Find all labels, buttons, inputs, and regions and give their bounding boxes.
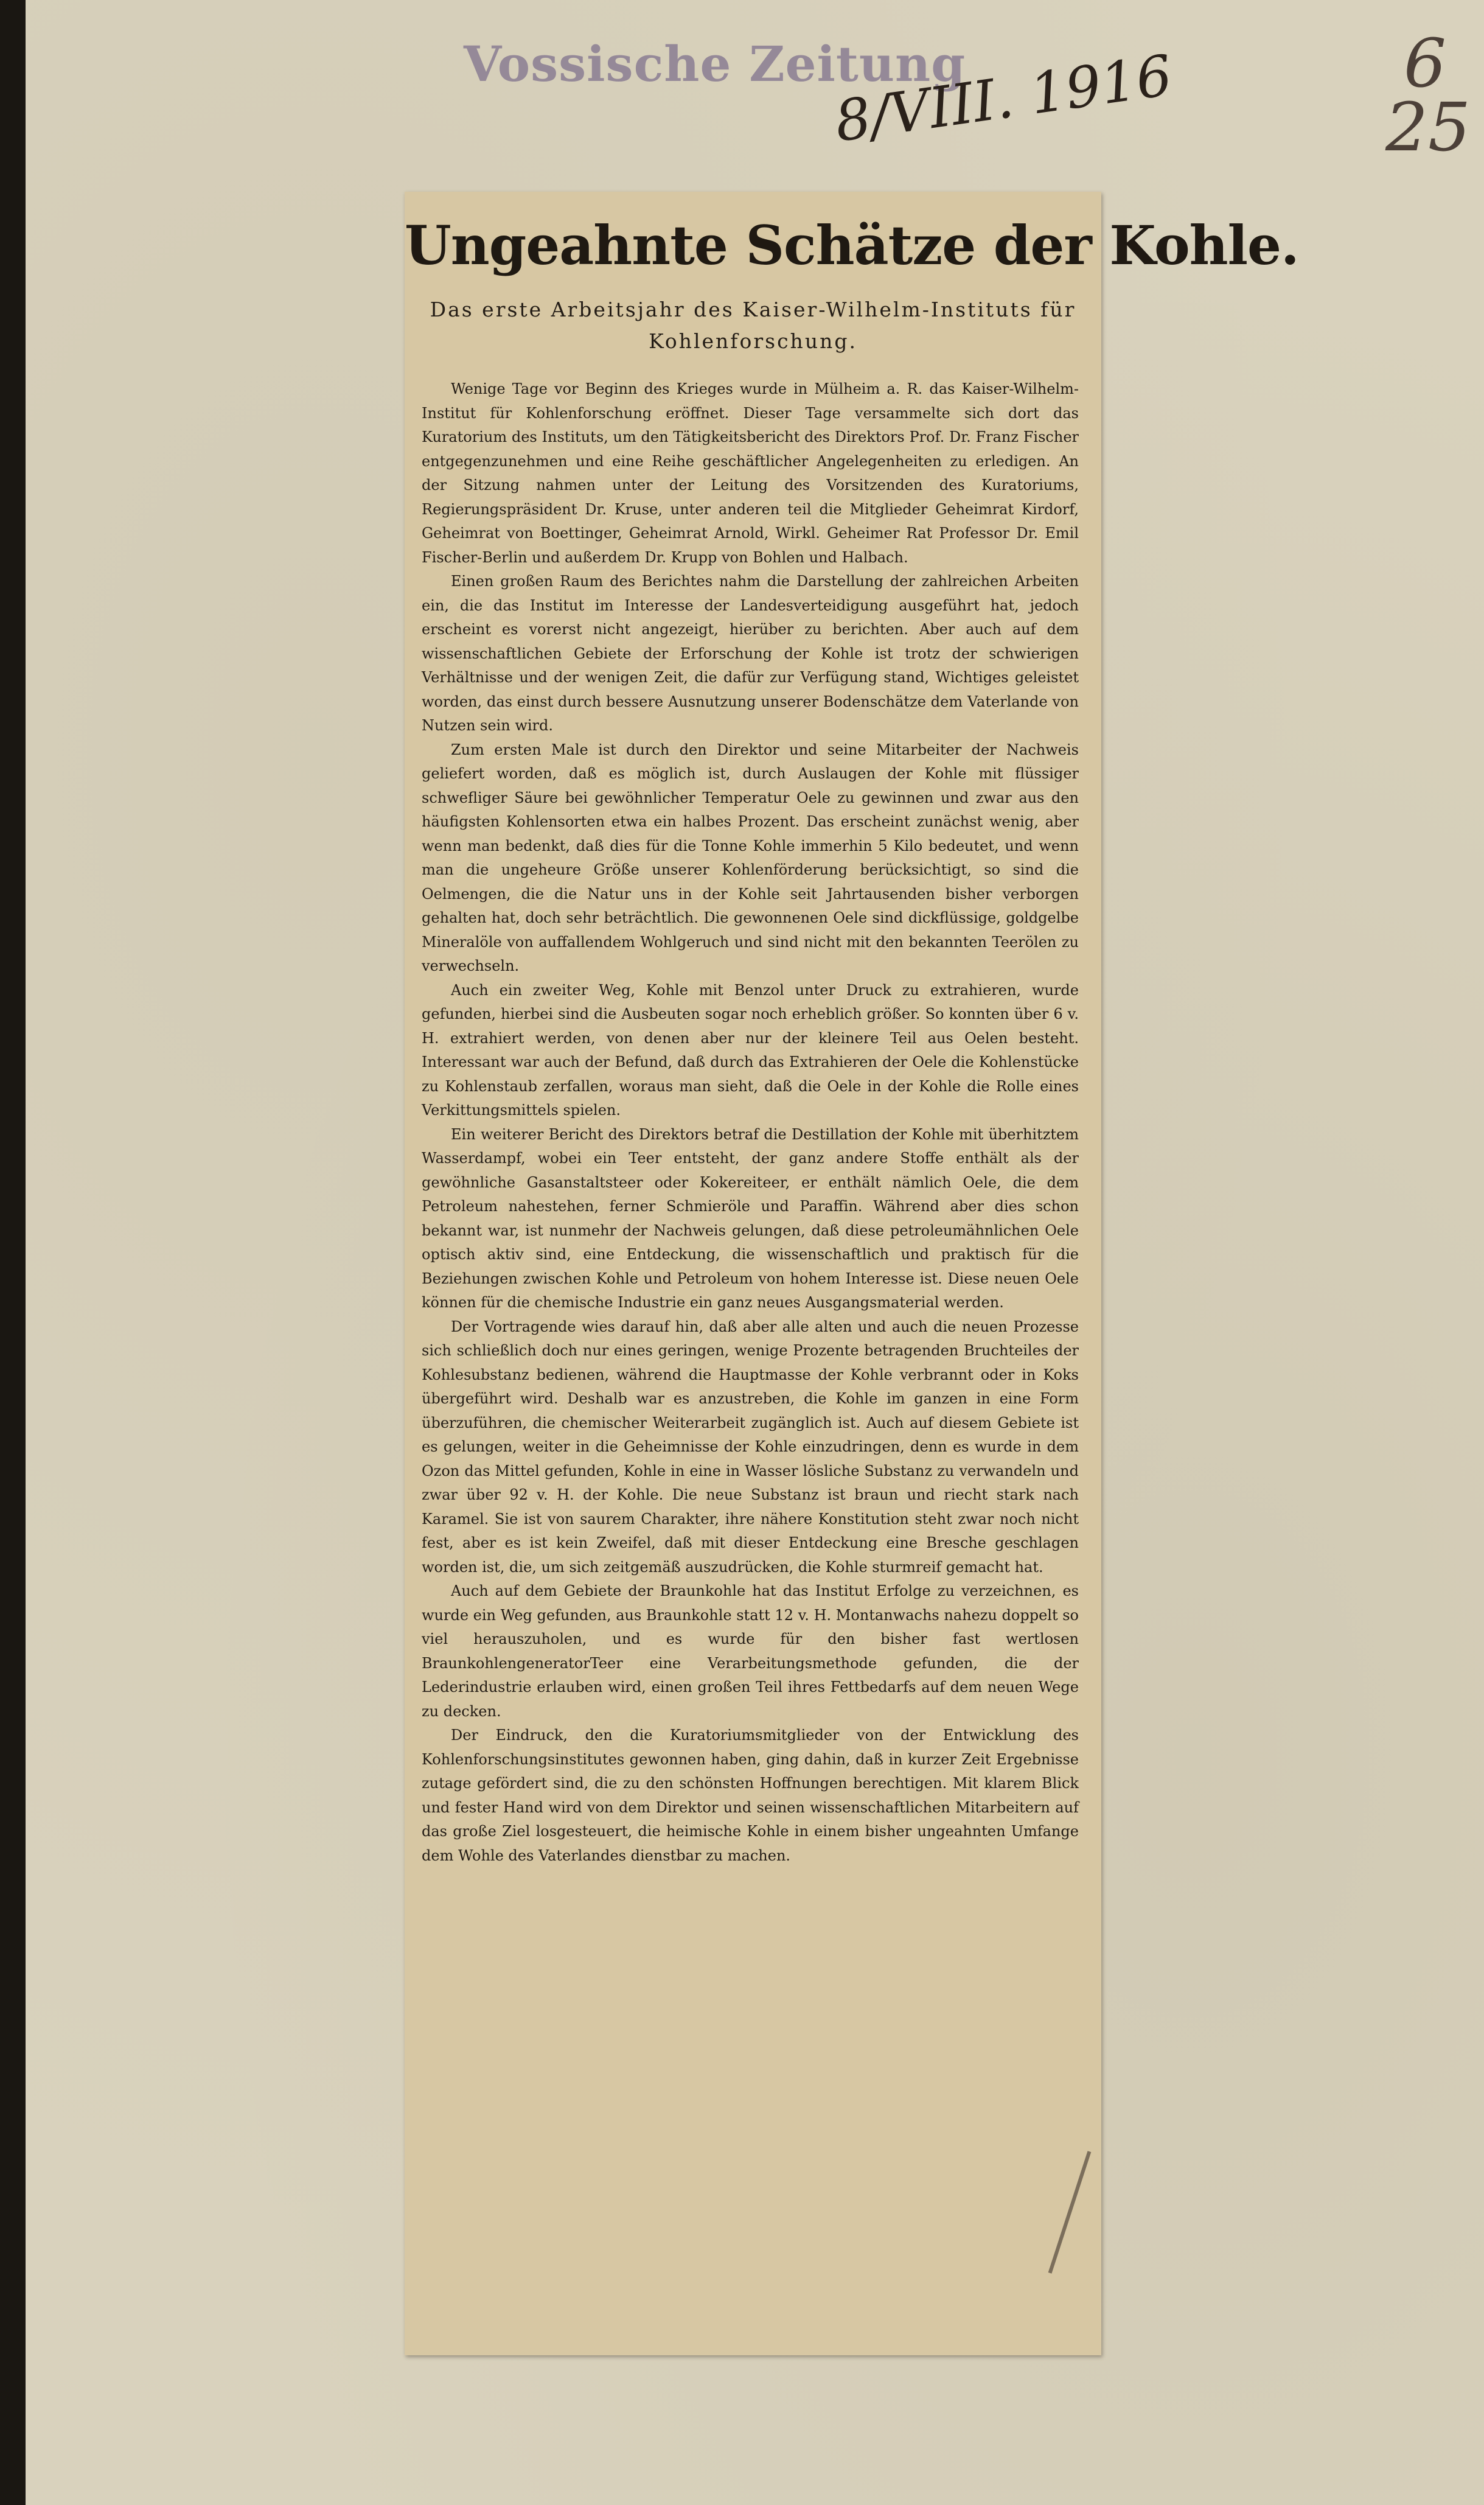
newspaper-stamp: Vossische Zeitung (464, 35, 966, 93)
handwritten-date: 8/VIII. 1916 (831, 43, 1176, 155)
page-number-top: 6 (1404, 24, 1446, 102)
page-number-bottom: 25 (1385, 88, 1471, 166)
article-paragraph: Auch auf dem Gebiete der Braunkohle hat das Institut Erfolge zu verzeichnen, es wurde ein Weg gefunden, aus Braunkohle statt 12 v. H. Montanwachs nahezu doppelt so viel herauszuholen, und es wurde für den bisher fast wertlosen BraunkohlengeneratorTeer eine Verarbeitungsmethode gefunden, die der Lederindustrie erlauben wird, einen großen Teil ihres Fettbedarfs auf dem neuen Wege zu decken. (422, 1582, 1079, 1720)
article-paragraph: Der Vortragende wies darauf hin, daß aber alle alten und auch die neuen Prozesse sich schließlich doch nur eines geringen, wenige Prozente betragenden Bruchteiles der Kohlesubstanz bedienen, während die Hauptmasse der Kohle verbrannt oder in Koks übergeführt wird. Deshalb war es anzustreben, die Kohle im ganzen in eine Form überzuführen, die chemischer Weiterarbeit zugänglich ist. Auch auf diesem Gebiete ist es gelungen, weiter in die Geheimnisse der Kohle einzudringen, denn es wurde in dem Ozon das Mittel gefunden, Kohle in eine in Wasser lösliche Substanz zu verwandeln und zwar über 92 v. H. der Kohle. Die neue Substanz ist braun und riecht stark nach Karamel. Sie ist von saurem Charakter, ihre nähere Konstitution steht zwar noch nicht fest, aber es ist kein Zweifel, daß mit dieser Entdeckung eine Bresche geschlagen worden ist, die, um sich zeitgemäß auszudrücken, die Kohle sturmreif gemacht hat. (422, 1318, 1079, 1576)
article-paragraph: Der Eindruck, den die Kuratoriumsmitglieder von der Entwicklung des Kohlenforschungsinstitutes gewonnen haben, ging dahin, daß in kurzer Zeit Ergebnisse zutage gefördert sind, die zu den schönsten Hoffnungen berechtigen. Mit klarem Blick und fester Hand wird von dem Direktor und seinen wissenschaftlichen Mitarbeitern auf das große Ziel losgesteuert, die heimische Kohle in einem bisher ungeahnten Umfange dem Wohle des Vaterlandes dienstbar zu machen. (422, 1727, 1079, 1864)
article-paragraph: Ein weiterer Bericht des Direktors betraf die Destillation der Kohle mit überhitztem Wasserdampf, wobei ein Teer entsteht, der ganz andere Stoffe enthält als der gewöhnliche Gasanstaltsteer oder Kokereiteer, er enthält nämlich Oele, die dem Petroleum nahestehen, ferner Schmieröle und Paraffin. Während aber dies schon bekannt war, ist nunmehr der Nachweis gelungen, daß diese petroleumähnlichen Oele optisch aktiv sind, eine Entdeckung, die wissenschaftlich und praktisch für die Beziehungen zwischen Kohle und Petroleum von hohem Interesse ist. Diese neuen Oele können für die chemische Industrie ein ganz neues Ausgangsmaterial werden. (422, 1125, 1079, 1311)
article-paragraph: Wenige Tage vor Beginn des Krieges wurde in Mülheim a. R. das Kaiser-Wilhelm-Institut für Kohlenforschung eröffnet. Dieser Tage versammelte sich dort das Kuratorium des Instituts, um den Tätigkeitsbericht des Direktors Prof. Dr. Franz Fischer entgegenzunehmen und eine Reihe geschäftlicher Angelegenheiten zu erledigen. An der Sitzung nahmen unter der Leitung des Vorsitzenden des Kuratoriums, Regierungspräsident Dr. Kruse, unter anderen teil die Mitglieder Geheimrat Kirdorf, Geheimrat von Boettinger, Geheimrat Arnold, Wirkl. Geheimer Rat Professor Dr. Emil Fischer-Berlin und außerdem Dr. Krupp von Bohlen und Halbach. (422, 380, 1079, 566)
article-headline: Ungeahnte Schätze der Kohle. (405, 214, 1299, 277)
newspaper-clipping (405, 192, 1299, 2355)
article-paragraph: Einen großen Raum des Berichtes nahm die Darstellung der zahlreichen Arbeiten ein, die das Institut im Interesse der Landesverteidigung ausgeführt hat, jedoch erscheint es vorerst nicht angezeigt, hierüber zu berichten. Aber auch auf dem wissenschaftlichen Gebiete der Erforschung der Kohle ist trotz der schwierigen Verhältnisse und der wenigen Zeit, die dafür zur Verfügung stand, Wichtiges geleistet worden, das einst durch bessere Ausnutzung unserer Bodenschätze dem Vaterlande von Nutzen sein wird. (422, 573, 1079, 734)
article-paragraph: Auch ein zweiter Weg, Kohle mit Benzol unter Druck zu extrahieren, wurde gefunden, hierbei sind die Ausbeuten sogar noch erheblich größer. So konnten über 6 v. H. extrahiert werden, von denen aber nur der kleinere Teil aus Oelen besteht. Interessant war auch der Befund, daß durch das Extrahieren der Oele die Kohlenstücke zu Kohlenstaub zerfallen, woraus man sieht, daß die Oele in der Kohle die Rolle eines Verkittungsmittels spielen. (422, 981, 1079, 1119)
article-paragraph: Zum ersten Male ist durch den Direktor und seine Mitarbeiter der Nachweis geliefert worden, daß es möglich ist, durch Auslaugen der Kohle mit flüssiger schwefliger Säure bei gewöhnlicher Temperatur Oele zu gewinnen und zwar aus den häufigsten Kohlensorten etwa ein halbes Prozent. Das erscheint zunächst wenig, aber wenn man bedenkt, daß dies für die Tonne Kohle immerhin 5 Kilo bedeutet, und wenn man die ungeheure Größe unserer Kohlenförderung berücksichtigt, so sind die Oelmengen, die die Natur uns in der Kohle seit Jahrtausenden bisher verborgen gehalten hat, doch sehr beträchtlich. Die gewonnenen Oele sind dickflüssige, goldgelbe Mineralöle von auffallendem Wohlgeruch und sind nicht mit den bekannten Teerölen zu verwechseln. (422, 741, 1079, 974)
article-body (422, 377, 1079, 2337)
article-subheadline: Das erste Arbeitsjahr des Kaiser-Wilhelm-Instituts für Kohlenforschung. (430, 298, 1076, 353)
